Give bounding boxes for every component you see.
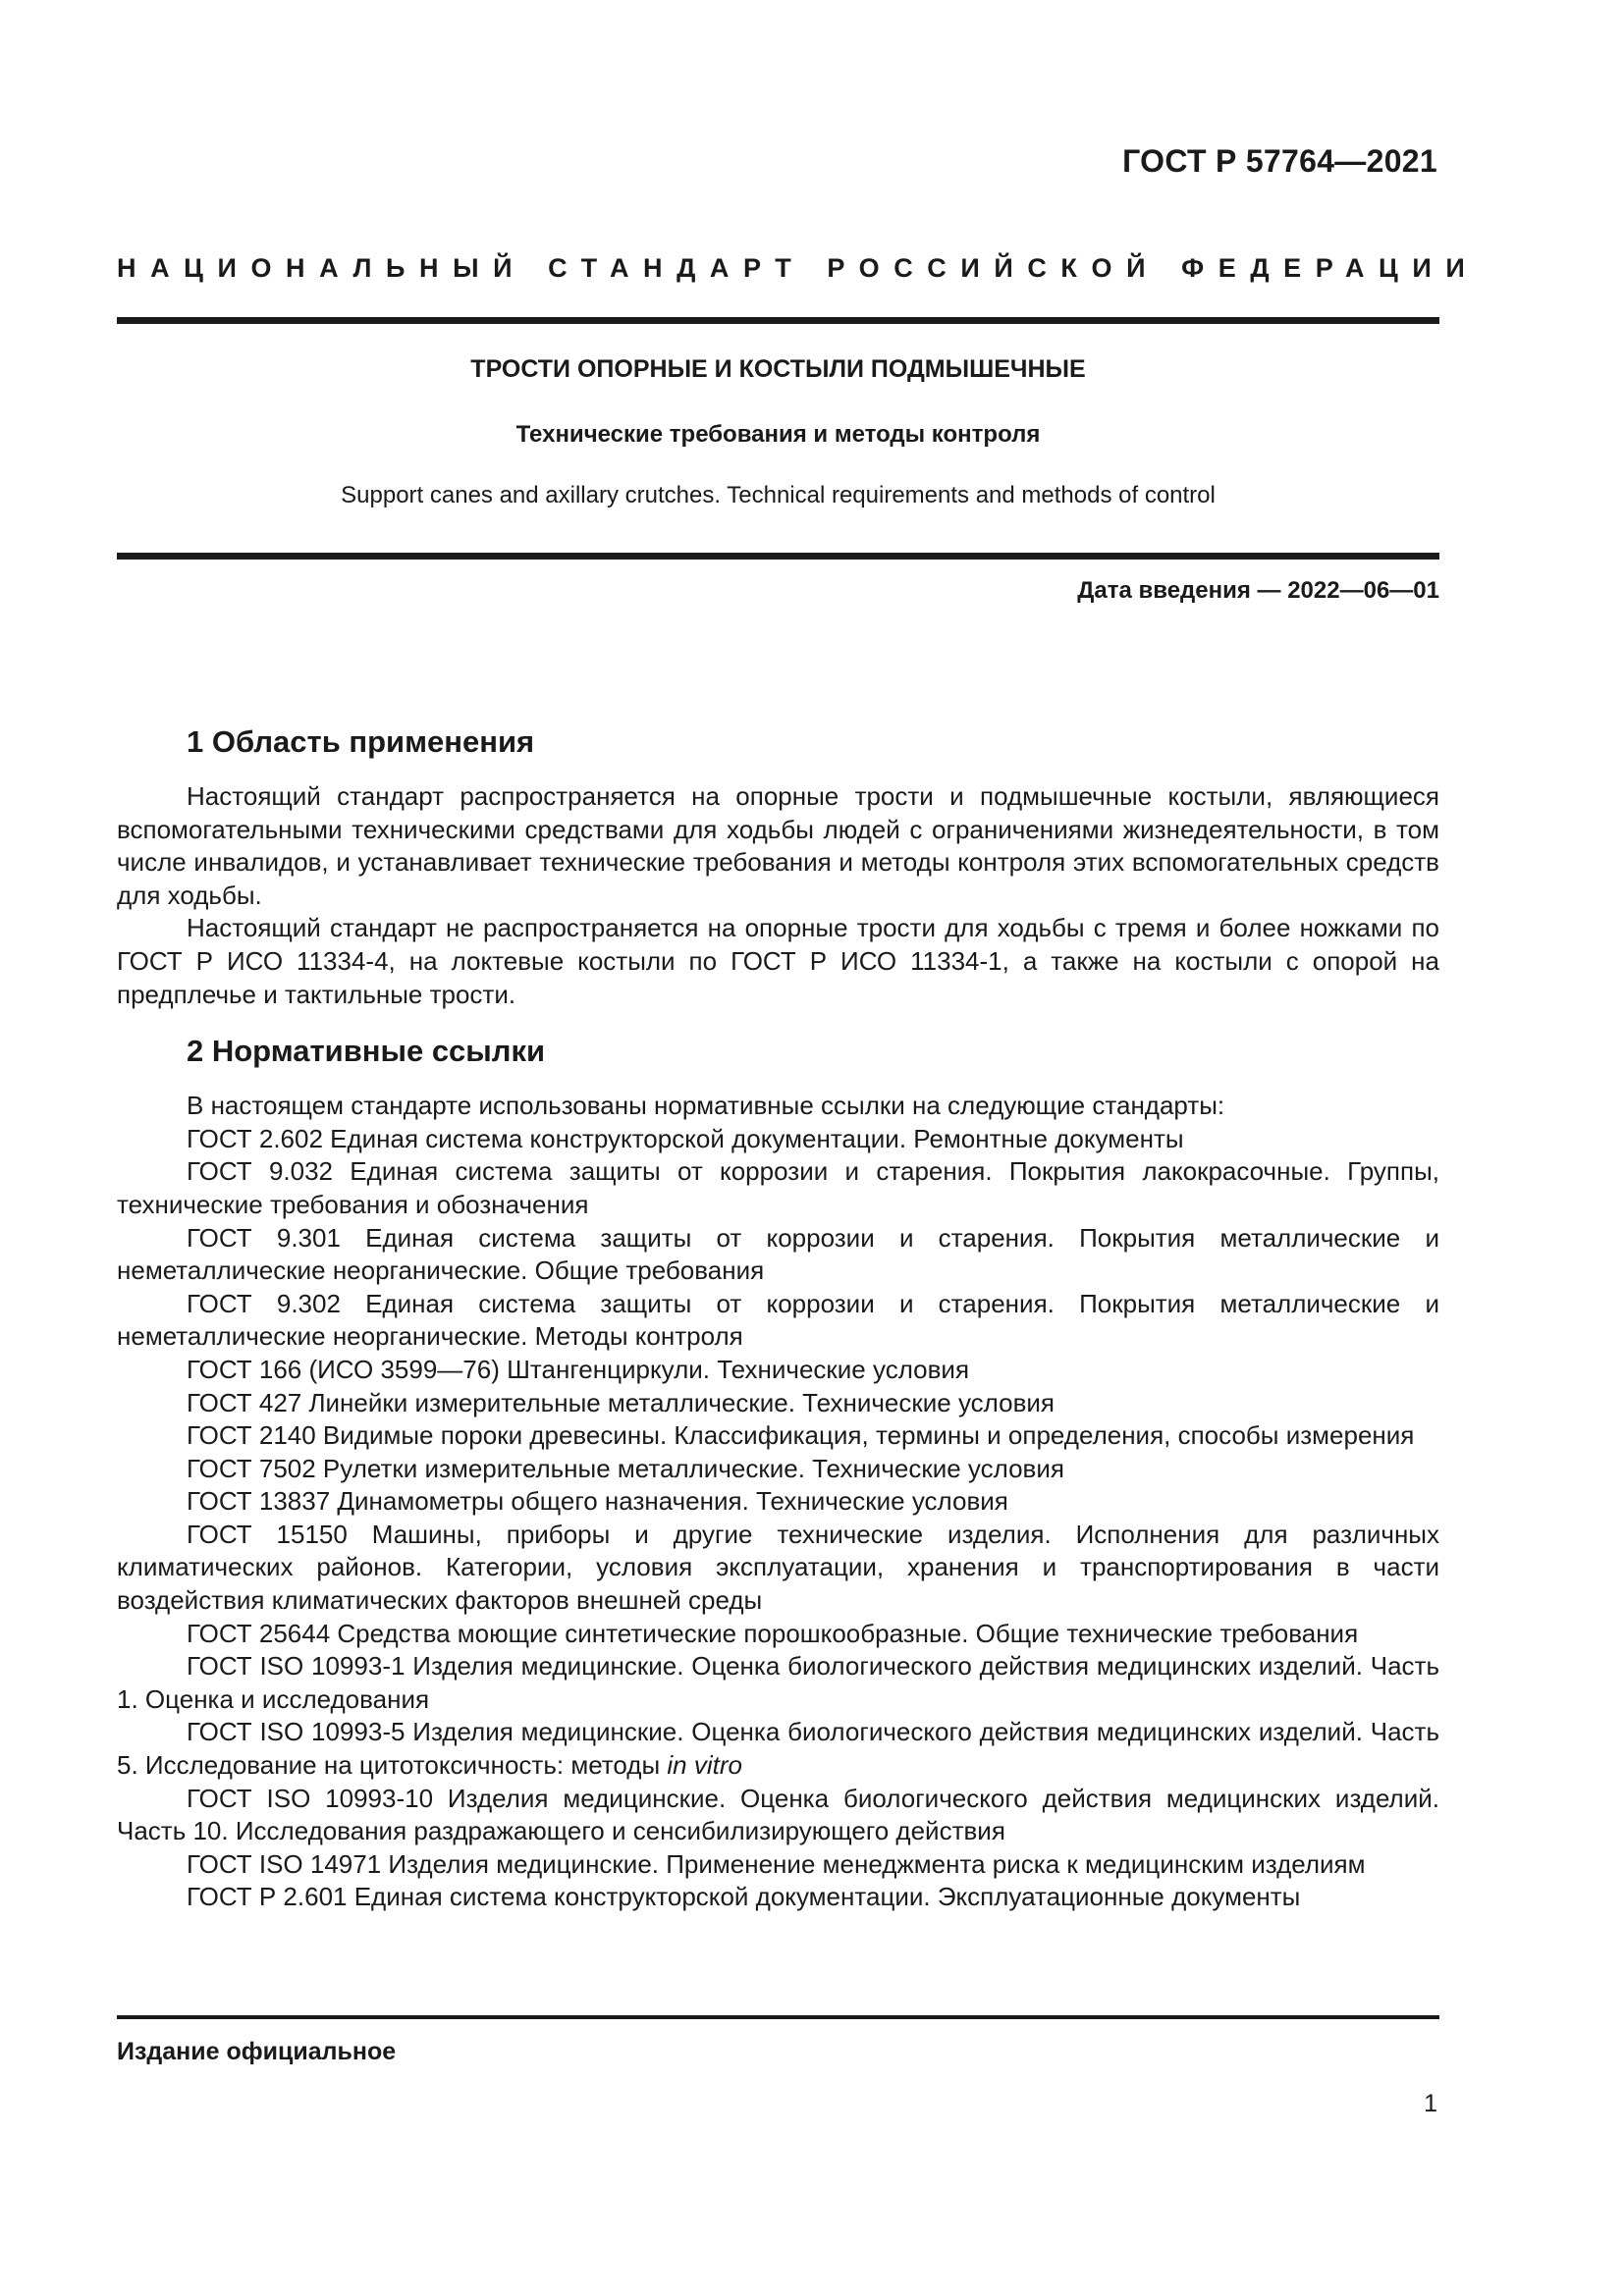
national-standard-banner: НАЦИОНАЛЬНЫЙ СТАНДАРТ РОССИЙСКОЙ ФЕДЕРАЦИИ	[117, 253, 1480, 283]
document-subtitle: Технические требования и методы контроля	[515, 421, 1041, 448]
reference-item: ГОСТ 7502 Рулетки измерительные металлические. Технические условия	[187, 1453, 1064, 1483]
reference-item: ГОСТ 166 (ИСО 3599—76) Штангенциркули. Технические условия	[187, 1354, 970, 1384]
reference-italic: in vitro	[667, 1750, 742, 1781]
paragraph: Настоящий стандарт не распространяется на опорные трости для ходьбы с тремя и более ножками по ГОСТ Р ИСО 11334-4, на локтевые костыли по ГОСТ Р ИСО 11334-1, а также на костыли с опорой на предплечье и тактильные трости.	[117, 913, 1439, 1009]
english-title: Support canes and axillary crutches. Technical requirements and methods of control	[341, 482, 1216, 508]
reference-item: ГОСТ ISO 10993-10 Изделия медицинские. Оценка биологического действия медицинских изделий. Часть 10. Исследования раздражающего и сенсибилизирующего действия	[117, 1783, 1439, 1846]
official-edition-label: Издание официальное	[117, 2038, 397, 2065]
reference-text: ГОСТ ISO 10993-5 Изделия медицинские. Оценка биологического действия медицинских изделий. Часть 5. Исследование на цитотоксичность: методы	[117, 1717, 1439, 1781]
references-intro: В настоящем стандарте использованы нормативные ссылки на следующие стандарты:	[187, 1091, 1225, 1121]
document-title: ТРОСТИ ОПОРНЫЕ И КОСТЫЛИ ПОДМЫШЕЧНЫЕ	[470, 355, 1086, 383]
reference-item: ГОСТ 9.032 Единая система защиты от коррозии и старения. Покрытия лакокрасочные. Группы, технические требования и обозначения	[117, 1156, 1439, 1219]
title-rule	[117, 553, 1439, 560]
introduction-date: Дата введения — 2022—06—01	[1077, 577, 1439, 604]
footer-rule	[117, 2015, 1439, 2019]
reference-item: ГОСТ 25644 Средства моющие синтетические порошкообразные. Общие технические требования	[187, 1618, 1359, 1648]
reference-item: ГОСТ 9.301 Единая система защиты от коррозии и старения. Покрытия металлические и неметаллические неорганические. Общие требования	[117, 1222, 1439, 1286]
standard-code: ГОСТ Р 57764—2021	[1122, 143, 1437, 179]
section-1-heading: 1 Область применения	[187, 724, 535, 759]
reference-item: ГОСТ Р 2.601 Единая система конструкторской документации. Эксплуатационные документы	[187, 1882, 1301, 1912]
section-2-heading: 2 Нормативные ссылки	[187, 1034, 546, 1069]
page-number: 1	[1424, 2090, 1437, 2117]
reference-item	[117, 1716, 1439, 1782]
reference-item: ГОСТ 9.302 Единая система защиты от коррозии и старения. Покрытия металлические и неметаллические неорганические. Методы контроля	[117, 1288, 1439, 1352]
reference-item: ГОСТ ISO 14971 Изделия медицинские. Применение менеджмента риска к медицинским изделиям	[187, 1848, 1366, 1879]
reference-item: ГОСТ 15150 Машины, приборы и другие технические изделия. Исполнения для различных климатических районов. Категории, условия эксплуатации, хранения и транспортирования в части воздействия климатических факторов внешней среды	[117, 1519, 1439, 1616]
reference-item: ГОСТ 427 Линейки измерительные металлические. Технические условия	[187, 1387, 1055, 1417]
paragraph: Настоящий стандарт распространяется на опорные трости и подмышечные костыли, являющиеся вспомогательными техническими средствами для ходьбы людей с ограничениями жизнедеятельности, в том числе инвалидов, и устанавливает технические требования и методы контроля этих вспомогательных средств для ходьбы.	[117, 781, 1439, 910]
reference-item: ГОСТ ISO 10993-1 Изделия медицинские. Оценка биологического действия медицинских изделий. Часть 1. Оценка и исследования	[117, 1651, 1439, 1714]
top-rule	[117, 317, 1439, 324]
reference-item: ГОСТ 13837 Динамометры общего назначения. Технические условия	[187, 1486, 1008, 1517]
document-body	[117, 720, 1439, 1914]
reference-item: ГОСТ 2140 Видимые пороки древесины. Классификация, термины и определения, способы измерения	[187, 1420, 1415, 1451]
reference-item: ГОСТ 2.602 Единая система конструкторской документации. Ремонтные документы	[187, 1123, 1184, 1153]
